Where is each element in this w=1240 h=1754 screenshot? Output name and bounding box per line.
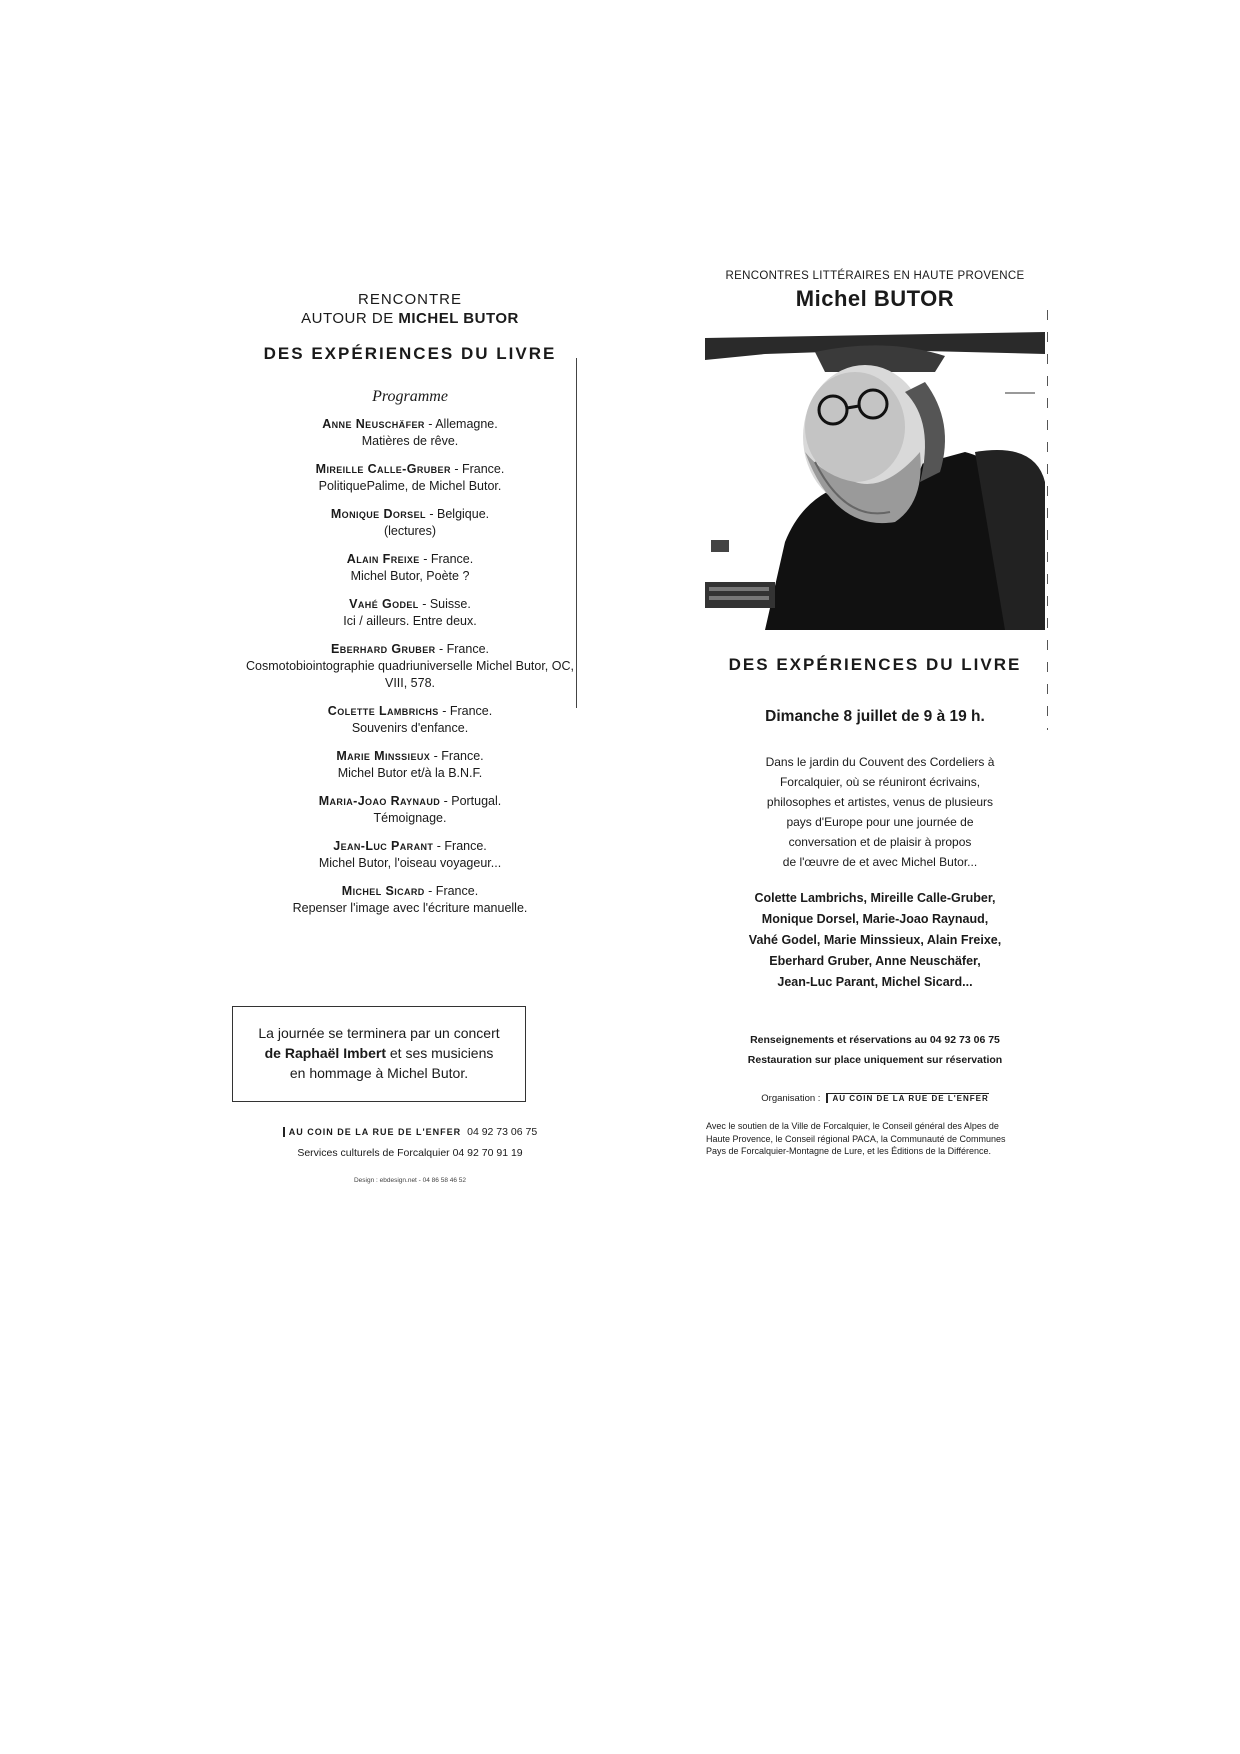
programme-item <box>240 793 580 827</box>
description-line: pays d'Europe pour une journée de <box>786 815 974 829</box>
speaker-name: Jean-Luc Parant <box>333 839 434 853</box>
talk-subject: Témoignage. <box>373 811 447 825</box>
concert-box <box>232 1006 526 1102</box>
author-name: Michel BUTOR <box>795 286 955 311</box>
speaker-country: - France. <box>430 749 484 763</box>
event-date: Dimanche 8 juillet de 9 à 19 h. <box>765 708 985 725</box>
footer-services: Services culturels de Forcalquier 04 92 70 91 19 <box>297 1147 523 1159</box>
talk-subject: Michel Butor et/à la B.N.F. <box>337 766 483 780</box>
description-line: Dans le jardin du Couvent des Cordeliers à <box>765 755 995 769</box>
left-panel <box>240 290 580 928</box>
right-divider <box>1047 310 1048 730</box>
programme-speaker-line <box>240 883 580 900</box>
speaker-name: Mireille Calle-Gruber <box>315 462 451 476</box>
catering-line: Restauration sur place uniquement sur réservation <box>747 1054 1003 1066</box>
autour-name: MICHEL BUTOR <box>398 310 519 327</box>
footer-organizer <box>240 1125 580 1139</box>
participants-line: Monique Dorsel, Marie-Joao Raynaud, <box>761 912 989 926</box>
concert-line-2 <box>233 1043 525 1063</box>
speaker-name: Eberhard Gruber <box>330 642 436 656</box>
autour-label <box>240 309 580 328</box>
talk-subject: Michel Butor, l'oiseau voyageur... <box>318 856 502 870</box>
organizer-logo: AU COIN DE LA RUE DE L'ENFER <box>283 1127 461 1137</box>
speaker-country: - France. <box>433 839 487 853</box>
programme-heading: Programme <box>372 388 448 405</box>
organisation-label: Organisation : <box>761 1093 821 1104</box>
speaker-name: Marie Minssieux <box>336 749 431 763</box>
programme-speaker-line <box>240 838 580 855</box>
programme-item <box>240 596 580 630</box>
programme-speaker-line <box>240 703 580 720</box>
programme-list <box>240 416 580 917</box>
description-line: de l'œuvre de et avec Michel Butor... <box>782 855 978 869</box>
participants-line: Eberhard Gruber, Anne Neuschäfer, <box>769 954 981 968</box>
speaker-country: - France. <box>438 704 493 718</box>
speaker-name: Vahé Godel <box>349 597 419 611</box>
talk-subject: Ici / ailleurs. Entre deux. <box>343 614 477 628</box>
participants-line: Vahé Godel, Marie Minssieux, Alain Freixe, <box>748 933 1002 947</box>
organisation-line <box>705 1093 1045 1104</box>
programme-speaker-line <box>240 416 580 433</box>
programme-item <box>240 416 580 450</box>
programme-item <box>240 461 580 495</box>
rencontre-label: RENCONTRE <box>357 291 462 308</box>
concert-line-1: La journée se terminera par un concert <box>258 1025 500 1041</box>
speaker-country: - Suisse. <box>418 597 471 611</box>
programme-item <box>240 883 580 917</box>
participants-line: Colette Lambrichs, Mireille Calle-Gruber, <box>754 891 996 905</box>
programme-item <box>240 506 580 540</box>
autour-prefix: AUTOUR DE <box>301 310 399 327</box>
organisation-logo: AU COIN DE LA RUE DE L'ENFER <box>826 1093 988 1103</box>
rencontres-label: RENCONTRES LITTÉRAIRES EN HAUTE PROVENCE <box>725 270 1025 282</box>
talk-subject: Cosmotobiointographie quadriuniverselle Michel Butor, OC, VIII, 578. <box>246 659 574 690</box>
participants-list <box>705 888 1045 993</box>
talk-subject: Souvenirs d'enfance. <box>351 721 469 735</box>
participants-line: Jean-Luc Parant, Michel Sicard... <box>777 975 973 989</box>
programme-speaker-line <box>240 641 580 658</box>
speaker-country: - France. <box>450 462 505 476</box>
author-photo <box>705 332 1045 630</box>
reservation-line: Renseignements et réservations au 04 92 73 06 75 <box>750 1034 1000 1046</box>
left-footer <box>240 1125 580 1184</box>
speaker-country: - France. <box>419 552 474 566</box>
talk-subject: Repenser l'image avec l'écriture manuelle. <box>292 901 528 915</box>
programme-speaker-line <box>240 793 580 810</box>
description-line: Forcalquier, où se réuniront écrivains, <box>779 775 981 789</box>
programme-speaker-line <box>240 461 580 478</box>
programme-item <box>240 551 580 585</box>
speaker-name: Colette Lambrichs <box>327 704 439 718</box>
programme-speaker-line <box>240 748 580 765</box>
right-title: DES EXPÉRIENCES DU LIVRE <box>728 655 1022 674</box>
speaker-country: - Belgique. <box>425 507 490 521</box>
programme-item <box>240 703 580 737</box>
programme-speaker-line <box>240 506 580 523</box>
speaker-country: - France. <box>424 884 479 898</box>
talk-subject: Matières de rêve. <box>361 434 459 448</box>
programme-item <box>240 838 580 872</box>
speaker-name: Monique Dorsel <box>330 507 426 521</box>
speaker-name: Maria-Joao Raynaud <box>318 794 441 808</box>
talk-subject: Michel Butor, Poète ? <box>350 569 470 583</box>
concert-artist: de Raphaël Imbert <box>264 1045 386 1061</box>
talk-subject: (lectures) <box>383 524 437 538</box>
speaker-country: - France. <box>435 642 490 656</box>
programme-item <box>240 641 580 692</box>
author-photo-image <box>705 332 1045 630</box>
footer-phone: 04 92 73 06 75 <box>467 1126 538 1138</box>
description-line: philosophes et artistes, venus de plusieurs <box>766 795 994 809</box>
footer-credits: Design : ebdesign.net - 04 86 58 46 52 <box>353 1177 467 1184</box>
speaker-country: - Allemagne. <box>424 417 498 431</box>
talk-subject: PolitiquePalime, de Michel Butor. <box>318 479 502 493</box>
event-description <box>720 752 1040 872</box>
speaker-name: Anne Neuschäfer <box>322 417 425 431</box>
left-title: DES EXPÉRIENCES DU LIVRE <box>263 344 557 363</box>
left-divider <box>576 358 577 708</box>
speaker-name: Alain Freixe <box>346 552 420 566</box>
concert-line-2-rest: et ses musiciens <box>386 1045 494 1061</box>
right-header <box>705 270 1045 312</box>
programme-speaker-line <box>240 596 580 613</box>
programme-item <box>240 748 580 782</box>
speaker-name: Michel Sicard <box>341 884 425 898</box>
support-text: Avec le soutien de la Ville de Forcalquier, le Conseil général des Alpes de Haute Provence, le Conseil régional PACA, la Communauté de Communes Pays de Forcalquier-Montagne de Lure, et les Éditions de la Différence. <box>706 1121 1006 1156</box>
description-line: conversation et de plaisir à propos <box>788 835 972 849</box>
reservation-info <box>705 1030 1045 1070</box>
speaker-country: - Portugal. <box>440 794 502 808</box>
programme-speaker-line <box>240 551 580 568</box>
concert-line-3: en hommage à Michel Butor. <box>289 1065 469 1081</box>
